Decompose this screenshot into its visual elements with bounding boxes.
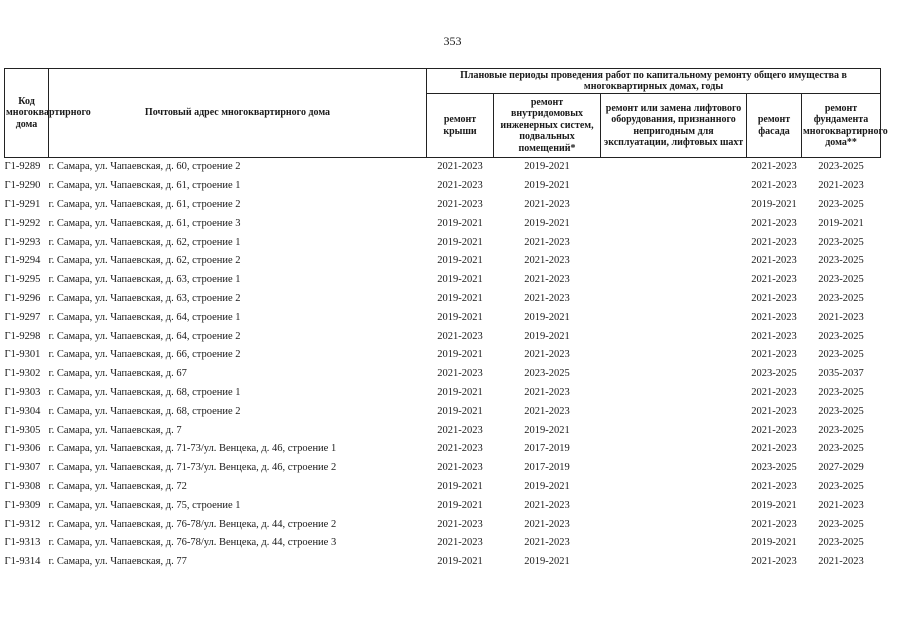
cell-address: г. Самара, ул. Чапаевская, д. 60, строение 2 [48, 161, 241, 173]
table-row [5, 158, 881, 177]
cell-roof: 2019-2021 [437, 386, 483, 398]
cell-foundation: 2023-2025 [818, 349, 864, 361]
cell-elevator [601, 158, 747, 177]
cell-facade: 2021-2023 [751, 424, 797, 436]
cell-systems: 2021-2023 [524, 537, 570, 549]
header-facade: ремонт фасада [747, 94, 802, 158]
cell-code: Г1-9289 [4, 161, 41, 173]
cell-elevator [601, 196, 747, 215]
cell-elevator [601, 459, 747, 478]
cell-facade: 2021-2023 [751, 161, 797, 173]
cell-systems: 2019-2021 [524, 330, 570, 342]
cell-facade: 2021-2023 [751, 386, 797, 398]
cell-foundation: 2035-2037 [818, 368, 864, 380]
cell-foundation: 2023-2025 [818, 537, 864, 549]
cell-roof: 2019-2021 [437, 217, 483, 229]
cell-systems: 2021-2023 [524, 499, 570, 511]
cell-roof: 2021-2023 [437, 330, 483, 342]
cell-address: г. Самара, ул. Чапаевская, д. 61, строение 3 [48, 217, 241, 229]
cell-systems: 2021-2023 [524, 349, 570, 361]
table-row [5, 214, 881, 233]
cell-address: г. Самара, ул. Чапаевская, д. 76-78/ул. Венцека, д. 44, строение 2 [48, 518, 337, 530]
cell-facade: 2021-2023 [751, 255, 797, 267]
cell-code: Г1-9305 [4, 424, 41, 436]
cell-code: Г1-9295 [4, 274, 41, 286]
table-header [5, 69, 888, 158]
cell-facade: 2023-2025 [751, 462, 797, 474]
cell-elevator [601, 402, 747, 421]
header-periods-group: Плановые периоды проведения работ по капитальному ремонту общего имущества в многоквартирных домах, годы [427, 69, 881, 94]
cell-code: Г1-9291 [4, 198, 41, 210]
cell-address: г. Самара, ул. Чапаевская, д. 63, строение 2 [48, 292, 241, 304]
cell-address: г. Самара, ул. Чапаевская, д. 62, строение 2 [48, 255, 241, 267]
cell-address: г. Самара, ул. Чапаевская, д. 76-78/ул. Венцека, д. 44, строение 3 [48, 537, 337, 549]
header-roof: ремонт крыши [427, 94, 494, 158]
cell-address: г. Самара, ул. Чапаевская, д. 64, строение 2 [48, 330, 241, 342]
cell-elevator [601, 177, 747, 196]
cell-facade: 2021-2023 [751, 274, 797, 286]
table-row [5, 308, 881, 327]
cell-elevator [601, 365, 747, 384]
cell-systems: 2021-2023 [524, 198, 570, 210]
table-row [5, 327, 881, 346]
cell-elevator [601, 534, 747, 553]
table-row [5, 384, 881, 403]
table-row [5, 440, 881, 459]
cell-roof: 2019-2021 [437, 349, 483, 361]
cell-facade: 2021-2023 [751, 330, 797, 342]
table-row [5, 196, 881, 215]
cell-address: г. Самара, ул. Чапаевская, д. 72 [48, 480, 187, 492]
cell-foundation: 2023-2025 [818, 255, 864, 267]
cell-elevator [601, 233, 747, 252]
cell-address: г. Самара, ул. Чапаевская, д. 66, строение 2 [48, 349, 241, 361]
header-elevator: ремонт или замена лифтового оборудования, признанного непригодным для эксплуатации, лифтовых шахт [601, 94, 747, 158]
table-row [5, 402, 881, 421]
cell-foundation: 2023-2025 [818, 480, 864, 492]
table-row [5, 478, 881, 497]
cell-address: г. Самара, ул. Чапаевская, д. 64, строение 1 [48, 311, 241, 323]
cell-systems: 2017-2019 [524, 462, 570, 474]
cell-facade: 2021-2023 [751, 180, 797, 192]
table-body [5, 158, 881, 572]
cell-roof: 2021-2023 [437, 462, 483, 474]
cell-roof: 2021-2023 [437, 518, 483, 530]
cell-facade: 2021-2023 [751, 349, 797, 361]
table-row [5, 459, 881, 478]
cell-code: Г1-9290 [4, 180, 41, 192]
cell-systems: 2021-2023 [524, 255, 570, 267]
cell-elevator [601, 553, 747, 572]
cell-facade: 2021-2023 [751, 518, 797, 530]
cell-facade: 2021-2023 [751, 311, 797, 323]
cell-facade: 2019-2021 [751, 499, 797, 511]
table-row [5, 553, 881, 572]
cell-systems: 2021-2023 [524, 386, 570, 398]
cell-systems: 2021-2023 [524, 236, 570, 248]
cell-roof: 2021-2023 [437, 180, 483, 192]
cell-foundation: 2023-2025 [818, 518, 864, 530]
cell-foundation: 2023-2025 [818, 198, 864, 210]
cell-elevator [601, 271, 747, 290]
cell-code: Г1-9307 [4, 462, 41, 474]
cell-systems: 2021-2023 [524, 518, 570, 530]
cell-foundation: 2023-2025 [818, 405, 864, 417]
cell-code: Г1-9297 [4, 311, 41, 323]
cell-systems: 2019-2021 [524, 556, 570, 568]
table-row [5, 365, 881, 384]
table-row [5, 290, 881, 309]
cell-code: Г1-9313 [4, 537, 41, 549]
table-row [5, 534, 881, 553]
cell-roof: 2019-2021 [437, 236, 483, 248]
table-row [5, 346, 881, 365]
table-row [5, 421, 881, 440]
cell-roof: 2021-2023 [437, 198, 483, 210]
table-row [5, 252, 881, 271]
cell-facade: 2021-2023 [751, 292, 797, 304]
capital-repair-table [4, 68, 888, 572]
header-systems: ремонт внутридомовых инженерных систем, подвальных помещений* [494, 94, 601, 158]
cell-foundation: 2023-2025 [818, 274, 864, 286]
header-address: Почтовый адрес многоквартирного дома [49, 69, 427, 158]
cell-elevator [601, 384, 747, 403]
cell-facade: 2021-2023 [751, 405, 797, 417]
cell-elevator [601, 440, 747, 459]
cell-facade: 2021-2023 [751, 443, 797, 455]
cell-address: г. Самара, ул. Чапаевская, д. 68, строение 2 [48, 405, 241, 417]
cell-systems: 2019-2021 [524, 311, 570, 323]
cell-elevator [601, 252, 747, 271]
cell-systems: 2023-2025 [524, 368, 570, 380]
cell-roof: 2019-2021 [437, 405, 483, 417]
cell-roof: 2021-2023 [437, 537, 483, 549]
cell-address: г. Самара, ул. Чапаевская, д. 75, строение 1 [48, 499, 241, 511]
cell-facade: 2023-2025 [751, 368, 797, 380]
cell-address: г. Самара, ул. Чапаевская, д. 68, строение 1 [48, 386, 241, 398]
cell-elevator [601, 327, 747, 346]
table-row [5, 515, 881, 534]
cell-address: г. Самара, ул. Чапаевская, д. 61, строение 2 [48, 198, 241, 210]
cell-roof: 2019-2021 [437, 311, 483, 323]
cell-systems: 2019-2021 [524, 180, 570, 192]
cell-address: г. Самара, ул. Чапаевская, д. 63, строение 1 [48, 274, 241, 286]
cell-foundation: 2027-2029 [818, 462, 864, 474]
cell-systems: 2019-2021 [524, 480, 570, 492]
cell-elevator [601, 515, 747, 534]
table-row [5, 496, 881, 515]
cell-code: Г1-9296 [4, 292, 41, 304]
cell-foundation: 2023-2025 [818, 443, 864, 455]
cell-roof: 2019-2021 [437, 556, 483, 568]
table-row [5, 177, 881, 196]
cell-foundation: 2023-2025 [818, 161, 864, 173]
cell-code: Г1-9301 [4, 349, 41, 361]
cell-elevator [601, 496, 747, 515]
cell-roof: 2021-2023 [437, 368, 483, 380]
cell-foundation: 2023-2025 [818, 386, 864, 398]
cell-code: Г1-9302 [4, 368, 41, 380]
cell-facade: 2021-2023 [751, 480, 797, 492]
cell-roof: 2019-2021 [437, 292, 483, 304]
cell-elevator [601, 346, 747, 365]
cell-foundation: 2021-2023 [818, 311, 864, 323]
cell-elevator [601, 421, 747, 440]
cell-code: Г1-9309 [4, 499, 41, 511]
cell-facade: 2021-2023 [751, 217, 797, 229]
cell-systems: 2021-2023 [524, 274, 570, 286]
cell-facade: 2021-2023 [751, 236, 797, 248]
cell-roof: 2019-2021 [437, 255, 483, 267]
table-row [5, 233, 881, 252]
cell-roof: 2021-2023 [437, 161, 483, 173]
page-number: 353 [443, 34, 462, 48]
cell-address: г. Самара, ул. Чапаевская, д. 67 [48, 368, 187, 380]
cell-address: г. Самара, ул. Чапаевская, д. 71-73/ул. Венцека, д. 46, строение 1 [48, 443, 337, 455]
cell-foundation: 2023-2025 [818, 292, 864, 304]
cell-roof: 2021-2023 [437, 443, 483, 455]
cell-code: Г1-9298 [4, 330, 41, 342]
cell-code: Г1-9312 [4, 518, 41, 530]
cell-roof: 2021-2023 [437, 424, 483, 436]
cell-code: Г1-9304 [4, 405, 41, 417]
cell-systems: 2021-2023 [524, 405, 570, 417]
cell-systems: 2019-2021 [524, 424, 570, 436]
cell-roof: 2019-2021 [437, 480, 483, 492]
cell-code: Г1-9293 [4, 236, 41, 248]
cell-elevator [601, 214, 747, 233]
cell-elevator [601, 308, 747, 327]
cell-facade: 2021-2023 [751, 556, 797, 568]
table-row [5, 271, 881, 290]
header-code: Код многоквартирного дома [5, 69, 49, 158]
cell-elevator [601, 478, 747, 497]
cell-foundation: 2021-2023 [818, 499, 864, 511]
cell-address: г. Самара, ул. Чапаевская, д. 77 [48, 556, 187, 568]
cell-foundation: 2021-2023 [818, 556, 864, 568]
cell-foundation: 2021-2023 [818, 180, 864, 192]
cell-code: Г1-9294 [4, 255, 41, 267]
cell-address: г. Самара, ул. Чапаевская, д. 7 [48, 424, 182, 436]
cell-facade: 2019-2021 [751, 198, 797, 210]
cell-code: Г1-9308 [4, 480, 41, 492]
cell-foundation: 2023-2025 [818, 330, 864, 342]
cell-foundation: 2023-2025 [818, 424, 864, 436]
header-foundation: ремонт фундамента многоквартирного дома** [802, 94, 881, 158]
cell-address: г. Самара, ул. Чапаевская, д. 61, строение 1 [48, 180, 241, 192]
cell-address: г. Самара, ул. Чапаевская, д. 71-73/ул. Венцека, д. 46, строение 2 [48, 462, 337, 474]
cell-code: Г1-9314 [4, 556, 41, 568]
cell-roof: 2019-2021 [437, 499, 483, 511]
cell-foundation: 2019-2021 [818, 217, 864, 229]
cell-foundation: 2023-2025 [818, 236, 864, 248]
cell-systems: 2019-2021 [524, 217, 570, 229]
cell-systems: 2017-2019 [524, 443, 570, 455]
cell-systems: 2021-2023 [524, 292, 570, 304]
cell-facade: 2019-2021 [751, 537, 797, 549]
cell-code: Г1-9306 [4, 443, 41, 455]
cell-code: Г1-9292 [4, 217, 41, 229]
cell-roof: 2019-2021 [437, 274, 483, 286]
cell-systems: 2019-2021 [524, 161, 570, 173]
cell-address: г. Самара, ул. Чапаевская, д. 62, строение 1 [48, 236, 241, 248]
cell-elevator [601, 290, 747, 309]
cell-code: Г1-9303 [4, 386, 41, 398]
